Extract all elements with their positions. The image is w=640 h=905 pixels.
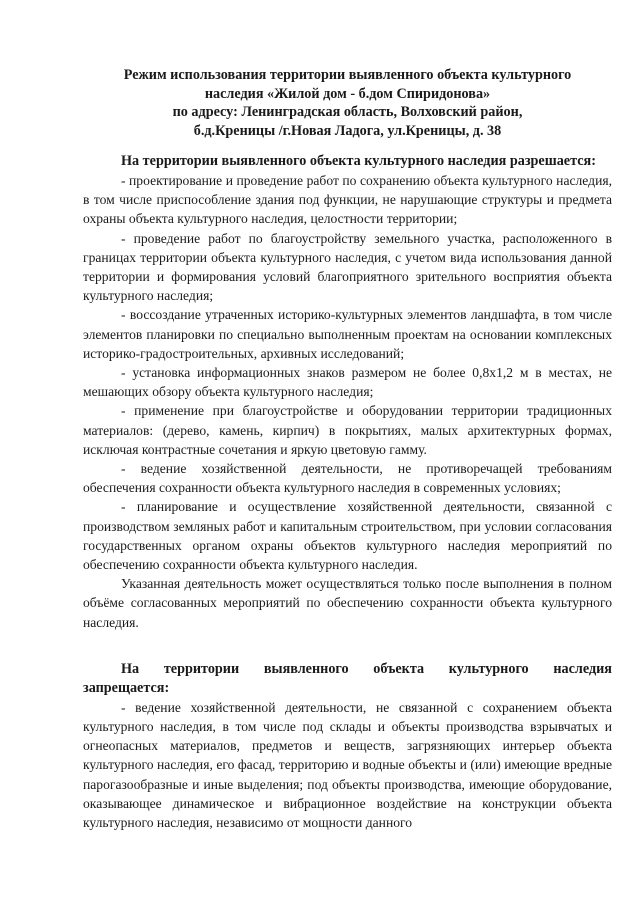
allowed-note: Указанная деятельность может осуществляться только после выполнения в полном объёме согласованных мероприятий по обеспечению сохранности объекта культурного наследия. (83, 576, 612, 630)
allowed-item-6: - ведение хозяйственной деятельности, не противоречащей требованиям обеспечения сохранности объекта культурного наследия в современных условиях; (83, 461, 612, 496)
allowed-item-4: - установка информационных знаков размером не более 0,8х1,2 м в местах, не мешающих обзору объекта культурного наследия; (83, 365, 612, 400)
allowed-item-1: - проектирование и проведение работ по сохранению объекта культурного наследия, в том числе приспособление здания под функции, не нарушающие структуры и предмета охраны объекта культурного наследия, целостности территории; (83, 173, 612, 227)
document-page (83, 66, 612, 832)
forbidden-heading-word: культурного (448, 660, 529, 677)
forbidden-heading (83, 660, 612, 679)
forbidden-heading-word: выявленного (263, 660, 349, 677)
document-title (83, 66, 612, 140)
allowed-heading: На территории выявленного объекта культурного наследия разрешается: (121, 153, 596, 169)
forbidden-heading-word: территории (163, 660, 240, 677)
allowed-item-7: - планирование и осуществление хозяйственной деятельности, связанной с производством земляных работ и капитальным строительством, при условии согласования государственных органом охраны объектов культурного наследия мероприятий по обеспечению сохранности объекта культурного наследия. (83, 499, 612, 573)
title-line-3: по адресу: Ленинградская область, Волховский район, (172, 104, 523, 120)
section-gap (83, 632, 612, 660)
forbidden-item-1: - ведение хозяйственной деятельности, не связанной с сохранением объекта культурного наследия, в том числе под склады и объекты производства взрывчатых и огнеопасных материалов, предметов и веществ, загрязняющих интерьер объекта культурного наследия, его фасад, территорию и водные объекты и (или) имеющие вредные парогазообразные и иные выделения; под объекты производства, имеющие оборудование, оказывающее динамическое и вибрационное воздействие на конструкции объекта культурного наследия, независимо от мощности данного (83, 699, 612, 831)
title-line-4: б.д.Креницы /г.Новая Ладога, ул.Креницы, д. 38 (193, 122, 502, 139)
forbidden-heading-word: На (121, 660, 140, 677)
forbidden-heading-word: объекта (373, 660, 425, 677)
title-line-1: Режим использования территории выявленного объекта культурного (123, 67, 572, 83)
allowed-item-5: - применение при благоустройстве и оборудовании территории традиционных материалов: (дерево, камень, кирпич) в покрытиях, малых архитектурных формах, исключая контрастные сочетания и яркую цветовую гамму. (83, 403, 612, 457)
forbidden-heading-word: наследия (553, 660, 612, 677)
allowed-item-2: - проведение работ по благоустройству земельного участка, расположенного в границах территории объекта культурного наследия, с учетом вида использования данной территории и формирования условий благоприятного зрительного восприятия объекта культурного наследия; (83, 230, 612, 304)
title-line-2: наследия «Жилой дом - б.дом Спиридонова» (204, 85, 491, 102)
allowed-item-3: - воссоздание утраченных историко-культурных элементов ландшафта, в том числе элементов планировки по специально выполненным проектам на основании комплексных историко-градостроительных, архивных исследований; (83, 307, 612, 361)
forbidden-heading-end: запрещается: (83, 679, 170, 696)
